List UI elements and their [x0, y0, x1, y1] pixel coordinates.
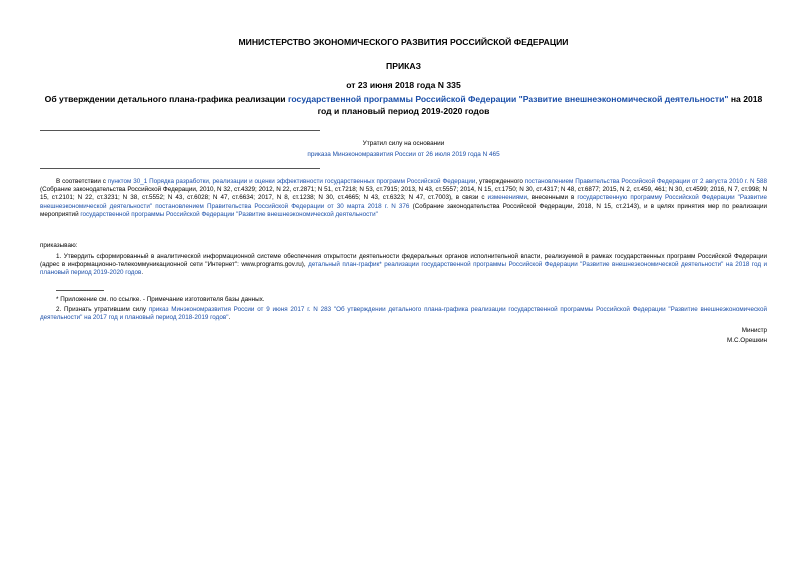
title-program-link[interactable]: государственной программы Российской Федерации "Развитие внешнеэкономической деятельности" — [287, 94, 729, 104]
detailed-plan-link[interactable]: детальный план-график* реализации государственной программы Российской Федерации "Развитие внешнеэкономической деятельности" на 2018 год и плановый период 2019-2020 годов — [40, 261, 767, 277]
status-note-text: Утратил силу на основании — [362, 140, 445, 147]
document-type: ПРИКАЗ — [386, 61, 421, 71]
item-1-paragraph — [40, 253, 767, 278]
signature-name: М.С.Орешкин — [727, 337, 767, 344]
title-text-start: Об утверждении детального плана-графика реализации — [44, 94, 288, 104]
status-note — [40, 138, 767, 160]
item-2-paragraph — [40, 306, 767, 322]
signature-position: Министр — [741, 327, 767, 334]
signature-block — [727, 326, 767, 346]
document-title — [40, 93, 767, 117]
preamble-text-4: , внесенными в — [526, 194, 578, 202]
ministry-heading: МИНИСТЕРСТВО ЭКОНОМИЧЕСКОГО РАЗВИТИЯ РОССИЙСКОЙ ФЕДЕРАЦИИ — [238, 37, 569, 47]
divider-top — [40, 130, 320, 131]
preamble-text-1: В соответствии с — [56, 178, 108, 185]
program-link-2[interactable]: государственной программы Российской Федерации "Развитие внешнеэкономической деятельности" — [80, 210, 378, 218]
order-word: приказываю: — [40, 242, 78, 249]
preamble-text-6: (Собрание законодательства Российской Федерации, 2018, N 15, ст.2143), и в целях принятия мер по реализации мероприятий — [40, 202, 767, 218]
footnote: * Приложение см. по ссылке. - Примечание изготовителя базы данных. — [56, 296, 265, 303]
item-2-end: . — [228, 314, 231, 322]
item-2-text: 2. Признать утратившим силу — [56, 306, 149, 313]
item-1-text: 1. Утвердить сформированный в аналитической информационной системе обеспечения открытости деятельности федеральных органов исполнительной власти, реализуемой в рамках государственных программ Российской Федерации (адрес в информационно-телекоммуникационной сети "Интернет": www.programs.gov.ru), — [40, 253, 767, 269]
program-link-1[interactable]: государственную программу Российской Федерации "Развитие внешнеэкономической деятельности" — [40, 194, 767, 210]
divider-bottom — [40, 168, 320, 169]
title-text-end: на 2018 год и плановый период 2019-2020 годов — [317, 94, 763, 116]
procedure-link[interactable]: пунктом 30_1 Порядка разработки, реализации и оценки эффективности государственных программ Российской Федерации — [107, 178, 476, 185]
preamble-text-3: (Собрание законодательства Российской Федерации, 2010, N 32, ст.4329; 2012, N 22, ст.2871; N 51, ст.7218; N 53, ст.7915; 2013, N 43, ст.5557; 2014, N 15, ст.1750; N 30, ст.4317; N 48, ст.6877; 2015, N 2, ст.459, 461; N 30, ст.4599; 2016, N 7, ст.998; N 15, ст.2101; N 22, ст.3231; N 38, ст.5552; N 43, ст.6028; N 47, ст.6634; 2017, N 8, ст.1238; N 30, ст.4665; N 43, ст.6323; N 47, ст.7003), в связи с — [40, 186, 767, 202]
order-283-link[interactable]: приказ Минэкономразвития России от 9 июня 2017 г. N 283 "Об утверждении детального плана-графика реализации государственной программы Российской Федерации "Развитие внешнеэкономической деятельности" на 2017 год и плановый период 2018-2019 годов" — [40, 306, 767, 322]
item-1-end: . — [141, 269, 144, 277]
status-note-link[interactable]: приказа Минэкономразвития России от 26 июля 2019 года N 465 — [307, 151, 500, 158]
footnote-divider — [56, 290, 104, 291]
preamble-paragraph — [40, 178, 767, 219]
changes-link[interactable]: изменениями — [487, 194, 527, 202]
date-number: от 23 июня 2018 года N 335 — [346, 80, 461, 90]
resolution-588-link[interactable]: постановлением Правительства Российской Федерации от 2 августа 2010 г. N 588 — [524, 178, 768, 185]
resolution-376-link[interactable]: постановлением Правительства Российской Федерации от 30 марта 2018 г. N 376 — [155, 202, 410, 210]
preamble-text-2: , утвержденного — [475, 178, 525, 185]
